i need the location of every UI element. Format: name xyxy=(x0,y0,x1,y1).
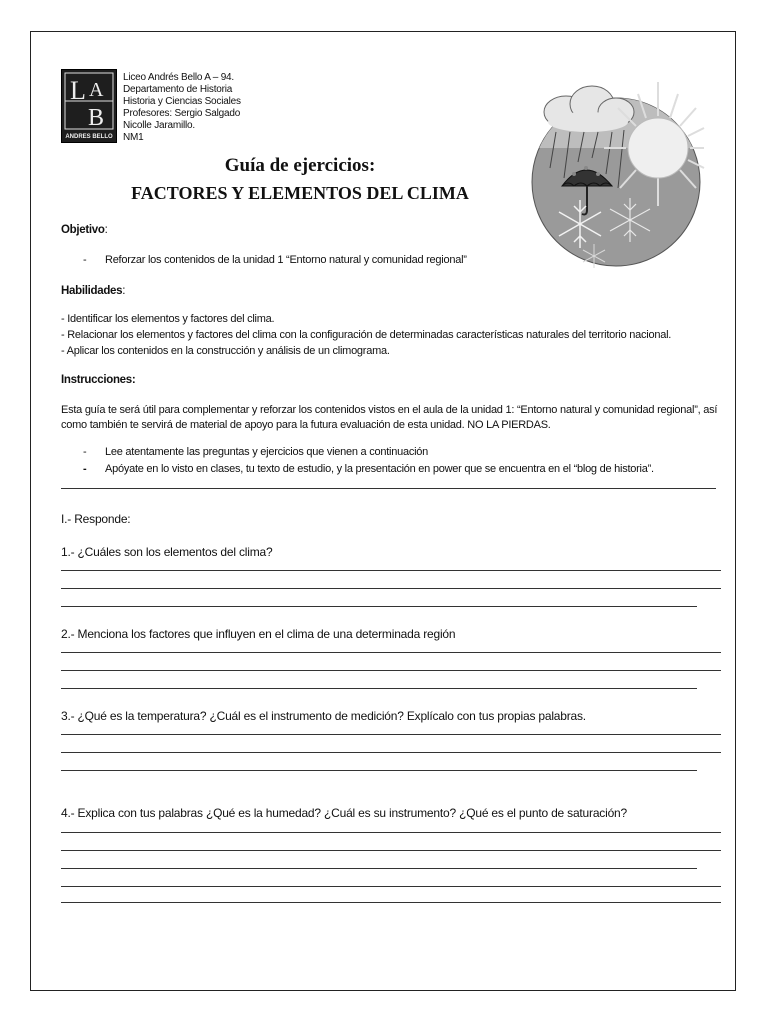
habilidades-colon: : xyxy=(122,285,126,297)
bullet-dash: - xyxy=(83,463,87,475)
bullet-dash: - xyxy=(83,446,87,458)
question-4: 4.- Explica con tus palabras ¿Qué es la humedad? ¿Cuál es su instrumento? ¿Qué es el punto de saturación? xyxy=(61,806,627,820)
question-3: 3.- ¿Qué es la temperatura? ¿Cuál es el instrumento de medición? Explícalo con tus propias palabras. xyxy=(61,709,586,723)
objetivo-heading xyxy=(61,224,108,236)
question-1: 1.- ¿Cuáles son los elementos del clima? xyxy=(61,545,273,559)
teacher-2: Nicolle Jaramillo. xyxy=(123,120,195,131)
instrucciones-heading: Instrucciones: xyxy=(61,374,136,386)
habilidades-heading xyxy=(61,285,125,297)
answer-line[interactable] xyxy=(61,868,697,869)
objetivo-dash: - xyxy=(83,254,87,266)
logo-text: ANDRES BELLO xyxy=(65,134,113,140)
logo-letter-b: B xyxy=(88,105,105,131)
answer-line[interactable] xyxy=(61,770,697,771)
objetivo-label: Objetivo xyxy=(61,224,105,236)
answer-line[interactable] xyxy=(61,886,721,887)
habilidades-label: Habilidades xyxy=(61,285,123,297)
level: NM1 xyxy=(123,132,144,143)
answer-line[interactable] xyxy=(61,652,721,653)
bullet-text: Apóyate en lo visto en clases, tu texto de estudio, y la presentación en power que se encuentra en el “blog de historia”. xyxy=(105,463,654,475)
question-2: 2.- Menciona los factores que influyen en el clima de una determinada región xyxy=(61,627,456,641)
logo-letter-l: L xyxy=(70,76,86,105)
answer-line[interactable] xyxy=(61,752,721,753)
page-subtitle: FACTORES Y ELEMENTOS DEL CLIMA xyxy=(131,183,469,203)
page-title: Guía de ejercicios: xyxy=(224,155,376,176)
school-info xyxy=(123,72,241,144)
instrucciones-line-2: como también te servirá de material de apoyo para la futura evaluación de esta unidad. NO LA PIERDAS. xyxy=(61,419,551,431)
instrucciones-line-1: Esta guía te será útil para complementar y reforzar los contenidos vistos en el aula de la unidad 1: “Entorno natural y comunidad regional”, así xyxy=(61,404,718,416)
school-logo xyxy=(61,69,117,143)
divider-line xyxy=(61,488,716,489)
answer-line[interactable] xyxy=(61,734,721,735)
teachers: Profesores: Sergio Salgado xyxy=(123,108,241,119)
answer-line[interactable] xyxy=(61,570,721,571)
answer-line[interactable] xyxy=(61,688,697,689)
habilidad-item-2: - Relacionar los elementos y factores del clima con la configuración de determinadas características naturales del territorio nacional. xyxy=(61,329,672,341)
climate-illustration xyxy=(526,78,706,275)
logo-letter-a: A xyxy=(89,79,104,101)
habilidad-item-1: - Identificar los elementos y factores del clima. xyxy=(61,313,275,325)
answer-line[interactable] xyxy=(61,670,721,671)
section-title: I.- Responde: xyxy=(61,512,131,526)
objetivo-colon: : xyxy=(104,224,108,236)
school-name: Liceo Andrés Bello A – 94. xyxy=(123,72,234,83)
cloud-icon xyxy=(544,86,634,132)
answer-line[interactable] xyxy=(61,588,721,589)
answer-line[interactable] xyxy=(61,850,721,851)
subject: Historia y Ciencias Sociales xyxy=(123,96,241,107)
answer-line[interactable] xyxy=(61,832,721,833)
bullet-text: Lee atentamente las preguntas y ejercicios que vienen a continuación xyxy=(105,446,429,458)
habilidad-item-3: - Aplicar los contenidos en la construcción y análisis de un climograma. xyxy=(61,345,390,357)
answer-line[interactable] xyxy=(61,902,721,903)
answer-line[interactable] xyxy=(61,606,697,607)
objetivo-text: Reforzar los contenidos de la unidad 1 “Entorno natural y comunidad regional” xyxy=(105,254,467,266)
department: Departamento de Historia xyxy=(123,84,233,95)
